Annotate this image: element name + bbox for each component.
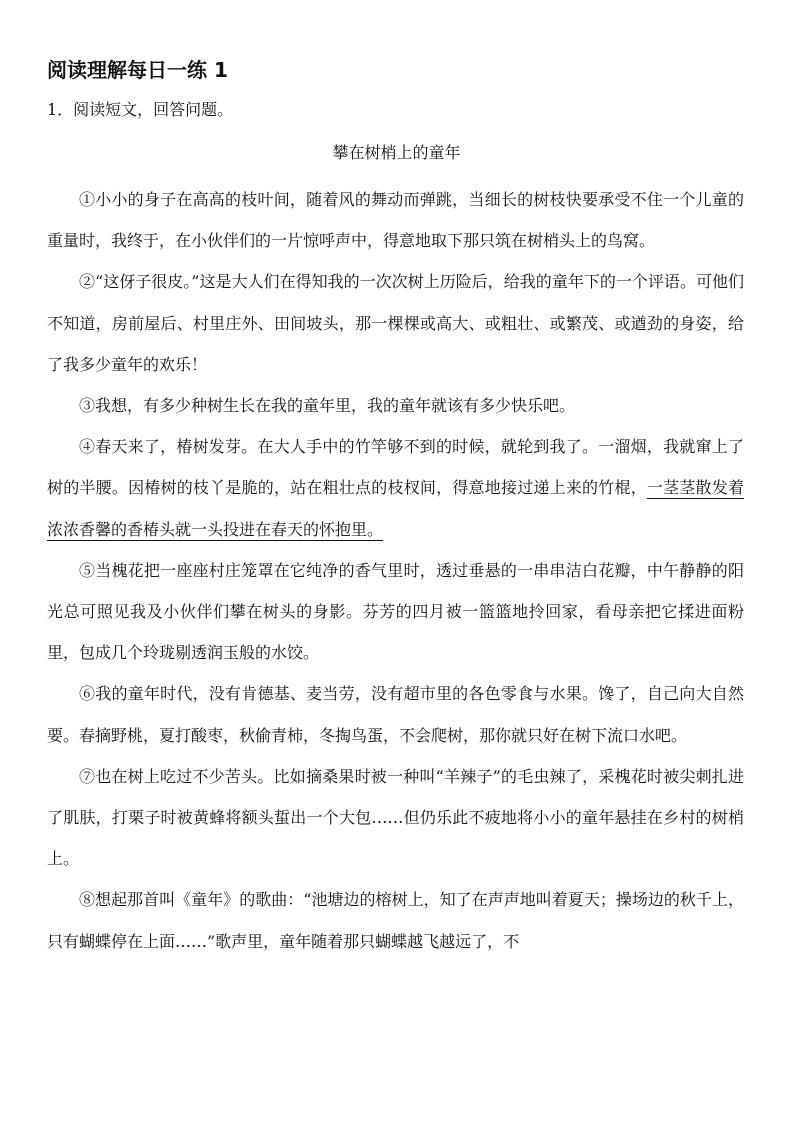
paragraph-5: ⑤当槐花把一座座村庄笼罩在它纯净的香气里时，透过垂悬的一串串洁白花瓣，中午静静的阳光总可照见我及小伙伴们攀在树头的身影。芬芳的四月被一篮篮地拎回家，看母亲把它揉进面粉里，包成几个玲珑剔透润玉般的水饺。 xyxy=(47,560,744,663)
paragraph-4 xyxy=(47,426,744,550)
page-heading: 阅读理解每日一练 1 xyxy=(47,58,228,82)
paragraph-1: ①小小的身子在高高的枝叶间，随着风的舞动而弹跳，当细长的树枝快要承受不住一个儿童的重量时，我终于，在小伙伴们的一片惊呼声中，得意地取下那只筑在树梢头上的鸟窝。 xyxy=(47,190,744,251)
paragraph-8: ⑧想起那首叫《童年》的歌曲：“池塘边的榕树上，知了在声声地叫着夏天；操场边的秋千上，只有蝴蝶停在上面……”歌声里，童年随着那只蝴蝶越飞越远了，不 xyxy=(47,890,744,951)
question-prompt: 1．阅读短文，回答问题。 xyxy=(47,100,234,119)
paragraph-4-text: ④春天来了，椿树发芽。在大人手中的竹竿够不到的时候，就轮到我了。一溜烟，我就窜上了树的半腰。因椿树的枝丫是脆的，站在粗壮点的枝杈间，得意地接过递上来的竹棍， xyxy=(47,437,744,498)
paragraph-3: ③我想，有多少种树生长在我的童年里，我的童年就该有多少快乐吧。 xyxy=(79,396,576,416)
paragraph-2: ②“这伢子很皮。”这是大人们在得知我的一次次树上历险后，给我的童年下的一个评语。可他们不知道，房前屋后、村里庄外、田间坡头，那一棵棵或高大、或粗壮、或繁茂、或遒劲的身姿，给了我多少童年的欢乐！ xyxy=(47,272,744,374)
paragraph-6: ⑥我的童年时代，没有肯德基、麦当劳，没有超市里的各色零食与水果。馋了，自己向大自然要。春摘野桃，夏打酸枣，秋偷青柿，冬掏鸟蛋，不会爬树，那你就只好在树下流口水吧。 xyxy=(47,684,744,745)
passage-body xyxy=(47,179,744,962)
paragraph-7: ⑦也在树上吃过不少苦头。比如摘桑果时被一种叫“羊辣子”的毛虫辣了，采槐花时被尖刺扎进了肌肤，打栗子时被黄蜂将额头蜇出一个大包……但仍乐此不疲地将小小的童年悬挂在乡村的树梢上。 xyxy=(47,766,744,869)
underlined-sentence: 一茎茎散发着浓浓香馨的香椿头就一头投进在春天的怀抱里。 xyxy=(47,478,744,539)
passage-title: 攀在树梢上的童年 xyxy=(332,143,461,162)
